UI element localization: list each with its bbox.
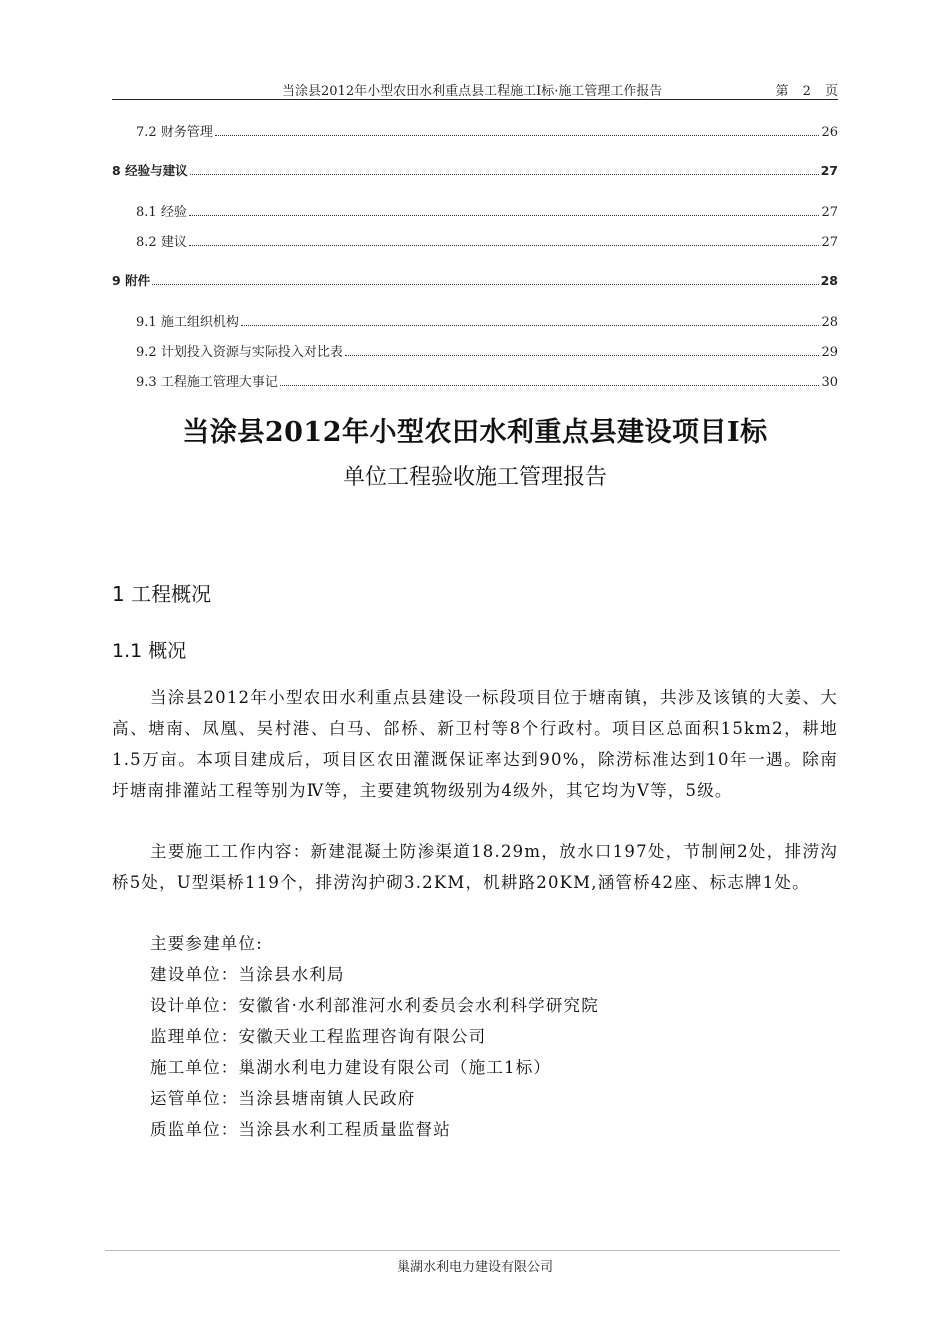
toc-text: 经验与建议 [125,163,188,178]
toc-text: 计划投入资源与实际投入对比表 [160,345,343,360]
toc-text: 施工组织机构 [160,315,239,330]
subsection-heading: 1.1 概况 [112,640,187,662]
toc-number: 7.2 [136,125,161,140]
page-header [112,80,838,100]
toc-leader [280,384,820,386]
toc-entry-9-1[interactable] [112,311,838,330]
toc-text: 附件 [125,273,151,288]
toc-text: 经验 [160,205,187,220]
toc-number: 8.1 [136,205,161,220]
toc-entry-9[interactable] [112,271,838,289]
toc-leader [241,324,820,326]
toc-leader [190,173,819,175]
work-content-paragraph: 主要施工工作内容：新建混凝土防渗渠道18.29m，放水口197处，节制闸2处，排涝沟桥5处，U型渠桥119个，排涝沟护砌3.2KM，机耕路20KM,涵管桥42座、标志牌1处。 [112,842,838,892]
overview-paragraph: 当涂县2012年小型农田水利重点县建设一标段项目位于塘南镇，共涉及该镇的大姜、大高、塘南、凤凰、吴村港、白马、郃桥、新卫村等8个行政村。项目区总面积15km2，耕地1.5万亩。本项目建成后，项目区农田灌溉保证率达到90%，除涝标准达到10年一遇。除南圩塘南排灌站工程等别为Ⅳ等，主要建筑物级别为4级外，其它均为Ⅴ等，5级。 [112,688,838,800]
toc-leader [152,283,819,285]
participants-label: 主要参建单位: [150,934,263,953]
toc-entry-8-2[interactable] [112,231,838,250]
toc-number: 8.2 [136,235,161,250]
section-heading: 1 工程概况 [112,582,212,606]
toc-text: 财务管理 [160,125,213,140]
participant-item: 质监单位：当涂县水利工程质量监督站 [150,1120,451,1139]
participant-item: 监理单位：安徽天业工程监理咨询有限公司 [150,1027,487,1046]
footer-company: 巢湖水利电力建设有限公司 [396,1260,553,1275]
participant-item: 运管单位：当涂县塘南镇人民政府 [150,1089,416,1108]
toc-text: 工程施工管理大事记 [160,375,278,390]
toc-leader [215,134,820,136]
header-title: 当涂县2012年小型农田水利重点县工程施工Ⅰ标·施工管理工作报告 [282,84,663,99]
toc-number: 9 [112,273,126,288]
header-page-number: 第 2 页 [775,84,838,99]
header-rule [112,99,838,100]
toc-page: 27 [821,205,838,220]
participant-item: 设计单位：安徽省·水利部淮河水利委员会水利科学研究院 [150,996,599,1015]
toc-entry-9-3[interactable] [112,371,838,390]
toc-number: 9.2 [136,345,161,360]
toc-entry-9-2[interactable] [112,341,838,360]
toc-number: 9.1 [136,315,161,330]
toc-leader [345,354,820,356]
toc-leader [189,244,820,246]
toc-leader [189,214,820,216]
footer-rule [105,1250,840,1251]
participants-list [112,928,838,1145]
participant-item: 施工单位：巢湖水利电力建设有限公司（施工1标） [150,1058,552,1077]
toc-page: 26 [821,125,838,140]
toc-page: 27 [821,235,838,250]
toc-page: 27 [820,163,838,178]
document-subtitle: 单位工程验收施工管理报告 [342,465,607,490]
toc-text: 建议 [160,235,187,250]
toc-entry-7-2[interactable] [112,121,838,140]
toc-number: 9.3 [136,375,161,390]
toc-entry-8[interactable] [112,161,838,179]
toc-page: 28 [820,273,838,288]
toc-page: 30 [821,375,838,390]
participant-item: 建设单位：当涂县水利局 [150,965,345,984]
toc-number: 8 [112,163,126,178]
document-title: 当涂县2012年小型农田水利重点县建设项目Ⅰ标 [182,417,768,448]
toc-entry-8-1[interactable] [112,201,838,220]
toc-page: 29 [821,345,838,360]
toc-page: 28 [821,315,838,330]
